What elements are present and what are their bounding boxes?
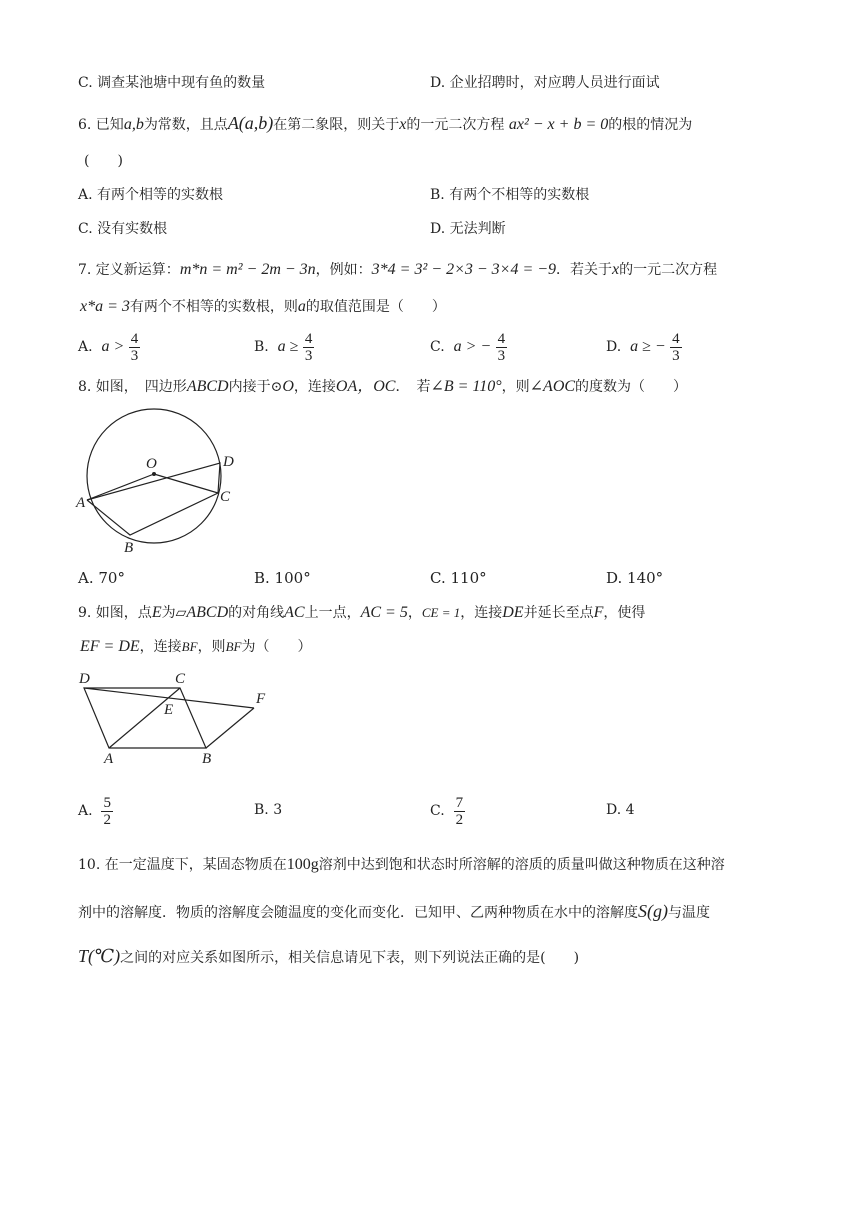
q6-answer-paren: ( ) (84, 153, 123, 169)
label-e: E (164, 702, 174, 718)
segment-oa (87, 474, 154, 500)
q10-line-3: T(℃)之间的对应关系如图所示，相关信息请见下表，则下列说法正确的是( ) (78, 946, 580, 966)
q8-option-c: C. 110° (430, 569, 487, 587)
q10-line-2: 剂中的溶解度．物质的溶解度会随温度的变化而变化．已知甲、乙两种物质在水中的溶解度S(g)与温度 (78, 901, 710, 921)
q9-option-d: D. 4 (606, 802, 635, 818)
center-point-o (152, 472, 156, 476)
label-c: C (175, 671, 186, 687)
q7-stem-2: x*a = 3有两个不相等的实数根，则a的取值范围是（ ） (80, 298, 446, 315)
q9-stem-2: EF = DE，连接BF，则BF为（ ） (80, 638, 312, 655)
diagonal-ac (109, 688, 180, 748)
label-d: D (223, 454, 234, 470)
q6-option-a: A. 有两个相等的实数根 (78, 187, 224, 203)
q9-parallelogram-figure (72, 668, 282, 768)
q8-option-a: A. 70° (78, 569, 125, 587)
label-a: A (104, 751, 114, 767)
label-d: D (79, 671, 90, 687)
q7-option-d: D. a ≥ − $\frac{4}{3}$ (606, 330, 680, 364)
q9-option-b: B. 3 (254, 802, 283, 818)
label-o: O (146, 456, 157, 472)
label-b: B (124, 540, 134, 556)
q7-stem: 7. 定义新运算：m*n = m² − 2m − 3n，例如：3*4 = 3² − 2×3 − 3×4 = −9．若关于x的一元二次方程 (78, 261, 718, 278)
label-f: F (256, 691, 266, 707)
q6-option-c: C. 没有实数根 (78, 221, 168, 237)
segment-bf (206, 708, 254, 748)
q7-option-c: C. a > − $\frac{4}{3}$ (430, 330, 506, 364)
label-c: C (220, 489, 231, 505)
q9-option-c: C. $\frac{7}{2}$ (430, 794, 464, 828)
q5-option-d: D. 企业招聘时，对应聘人员进行面试 (430, 75, 660, 91)
q7-option-a: A. a > $\frac{4}{3}$ (78, 330, 139, 364)
q6-option-b: B. 有两个不相等的实数根 (430, 187, 590, 203)
q6-stem: 6. 已知a,b为常数，且点A(a,b)在第二象限，则关于x的一元二次方程 ax² − x + b = 0的根的情况为 (78, 113, 693, 133)
q6-option-d: D. 无法判断 (430, 221, 506, 237)
q8-stem: 8. 如图， 四边形ABCD内接于⊙O，连接OA，OC． 若∠B = 110°，则∠AOC的度数为（ ） (78, 378, 688, 395)
q8-option-d: D. 140° (606, 569, 664, 587)
q7-option-b: B. a ≥ $\frac{4}{3}$ (254, 330, 313, 364)
label-b: B (202, 751, 212, 767)
label-a: A (76, 495, 86, 511)
q8-circle-figure (72, 400, 252, 560)
q5-option-c: C. 调查某池塘中现有鱼的数量 (78, 75, 266, 91)
q8-option-b: B. 100° (254, 569, 311, 587)
q10-line-1: 10. 在一定温度下，某固态物质在100g溶剂中达到饱和状态时所溶解的溶质的质量叫做这种物质在这种溶 (78, 856, 725, 873)
segment-oc (154, 474, 218, 493)
q9-option-a: A. $\frac{5}{2}$ (78, 794, 111, 828)
q9-stem: 9. 如图，点E为▱ABCD的对角线AC上一点，AC = 5，CE = 1，连接DE并延长至点F，使得 (78, 604, 646, 621)
